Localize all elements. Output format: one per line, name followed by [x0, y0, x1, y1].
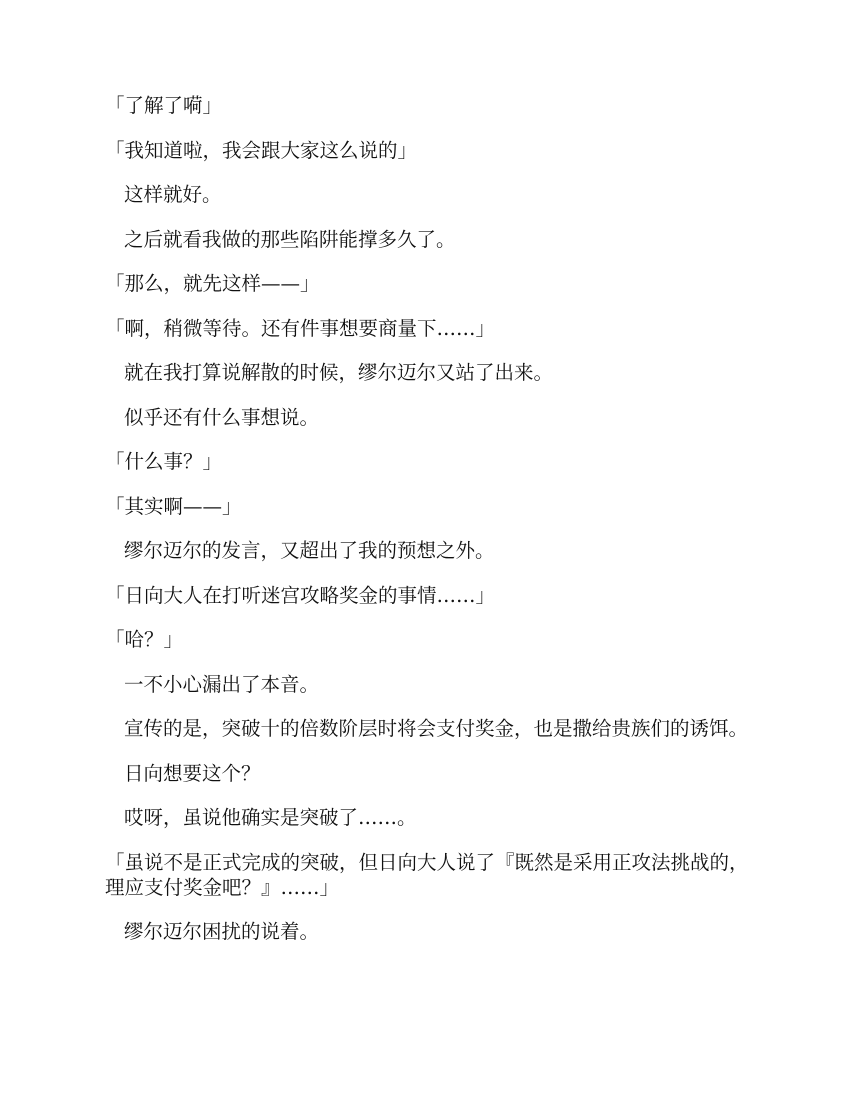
text-body: [105, 93, 750, 964]
paragraph-13: 「哈？」: [105, 628, 184, 651]
paragraph-14: 一不小心漏出了本音。: [124, 672, 320, 696]
paragraph-11: 缪尔迈尔的发言，又超出了我的预想之外。: [124, 539, 495, 562]
paragraph-9: 「什么事？」: [105, 450, 223, 473]
paragraph-2: 「我知道啦，我会跟大家这么说的」: [105, 138, 418, 162]
paragraph-4: 之后就看我做的那些陷阱能撑多久了。: [124, 227, 456, 251]
paragraph-16: 日向想要这个？: [124, 761, 261, 785]
paragraph-10: 「其实啊——」: [105, 494, 242, 518]
paragraph-1: 「了解了嗬」: [105, 94, 223, 117]
paragraph-8: 似乎还有什么事想说。: [124, 405, 320, 429]
paragraph-6: 「啊，稍微等待。还有件事想要商量下……」: [105, 316, 496, 340]
paragraph-18: 「虽说不是正式完成的突破，但日向大人说了『既然是采用正攻法挑战的，理应支付奖金吧？』……」: [105, 850, 749, 899]
paragraph-17: 哎呀，虽说他确实是突破了……。: [124, 806, 417, 829]
paragraph-19: 缪尔迈尔困扰的说着。: [124, 920, 320, 943]
paragraph-3: 这样就好。: [124, 183, 222, 206]
paragraph-15: 宣传的是，突破十的倍数阶层时将会支付奖金，也是撒给贵族们的诱饵。: [124, 717, 749, 740]
paragraph-5: 「那么，就先这样——」: [105, 272, 320, 295]
paragraph-12: 「日向大人在打听迷宫攻略奖金的事情……」: [105, 583, 496, 607]
paragraph-7: 就在我打算说解散的时候，缪尔迈尔又站了出来。: [124, 361, 554, 384]
